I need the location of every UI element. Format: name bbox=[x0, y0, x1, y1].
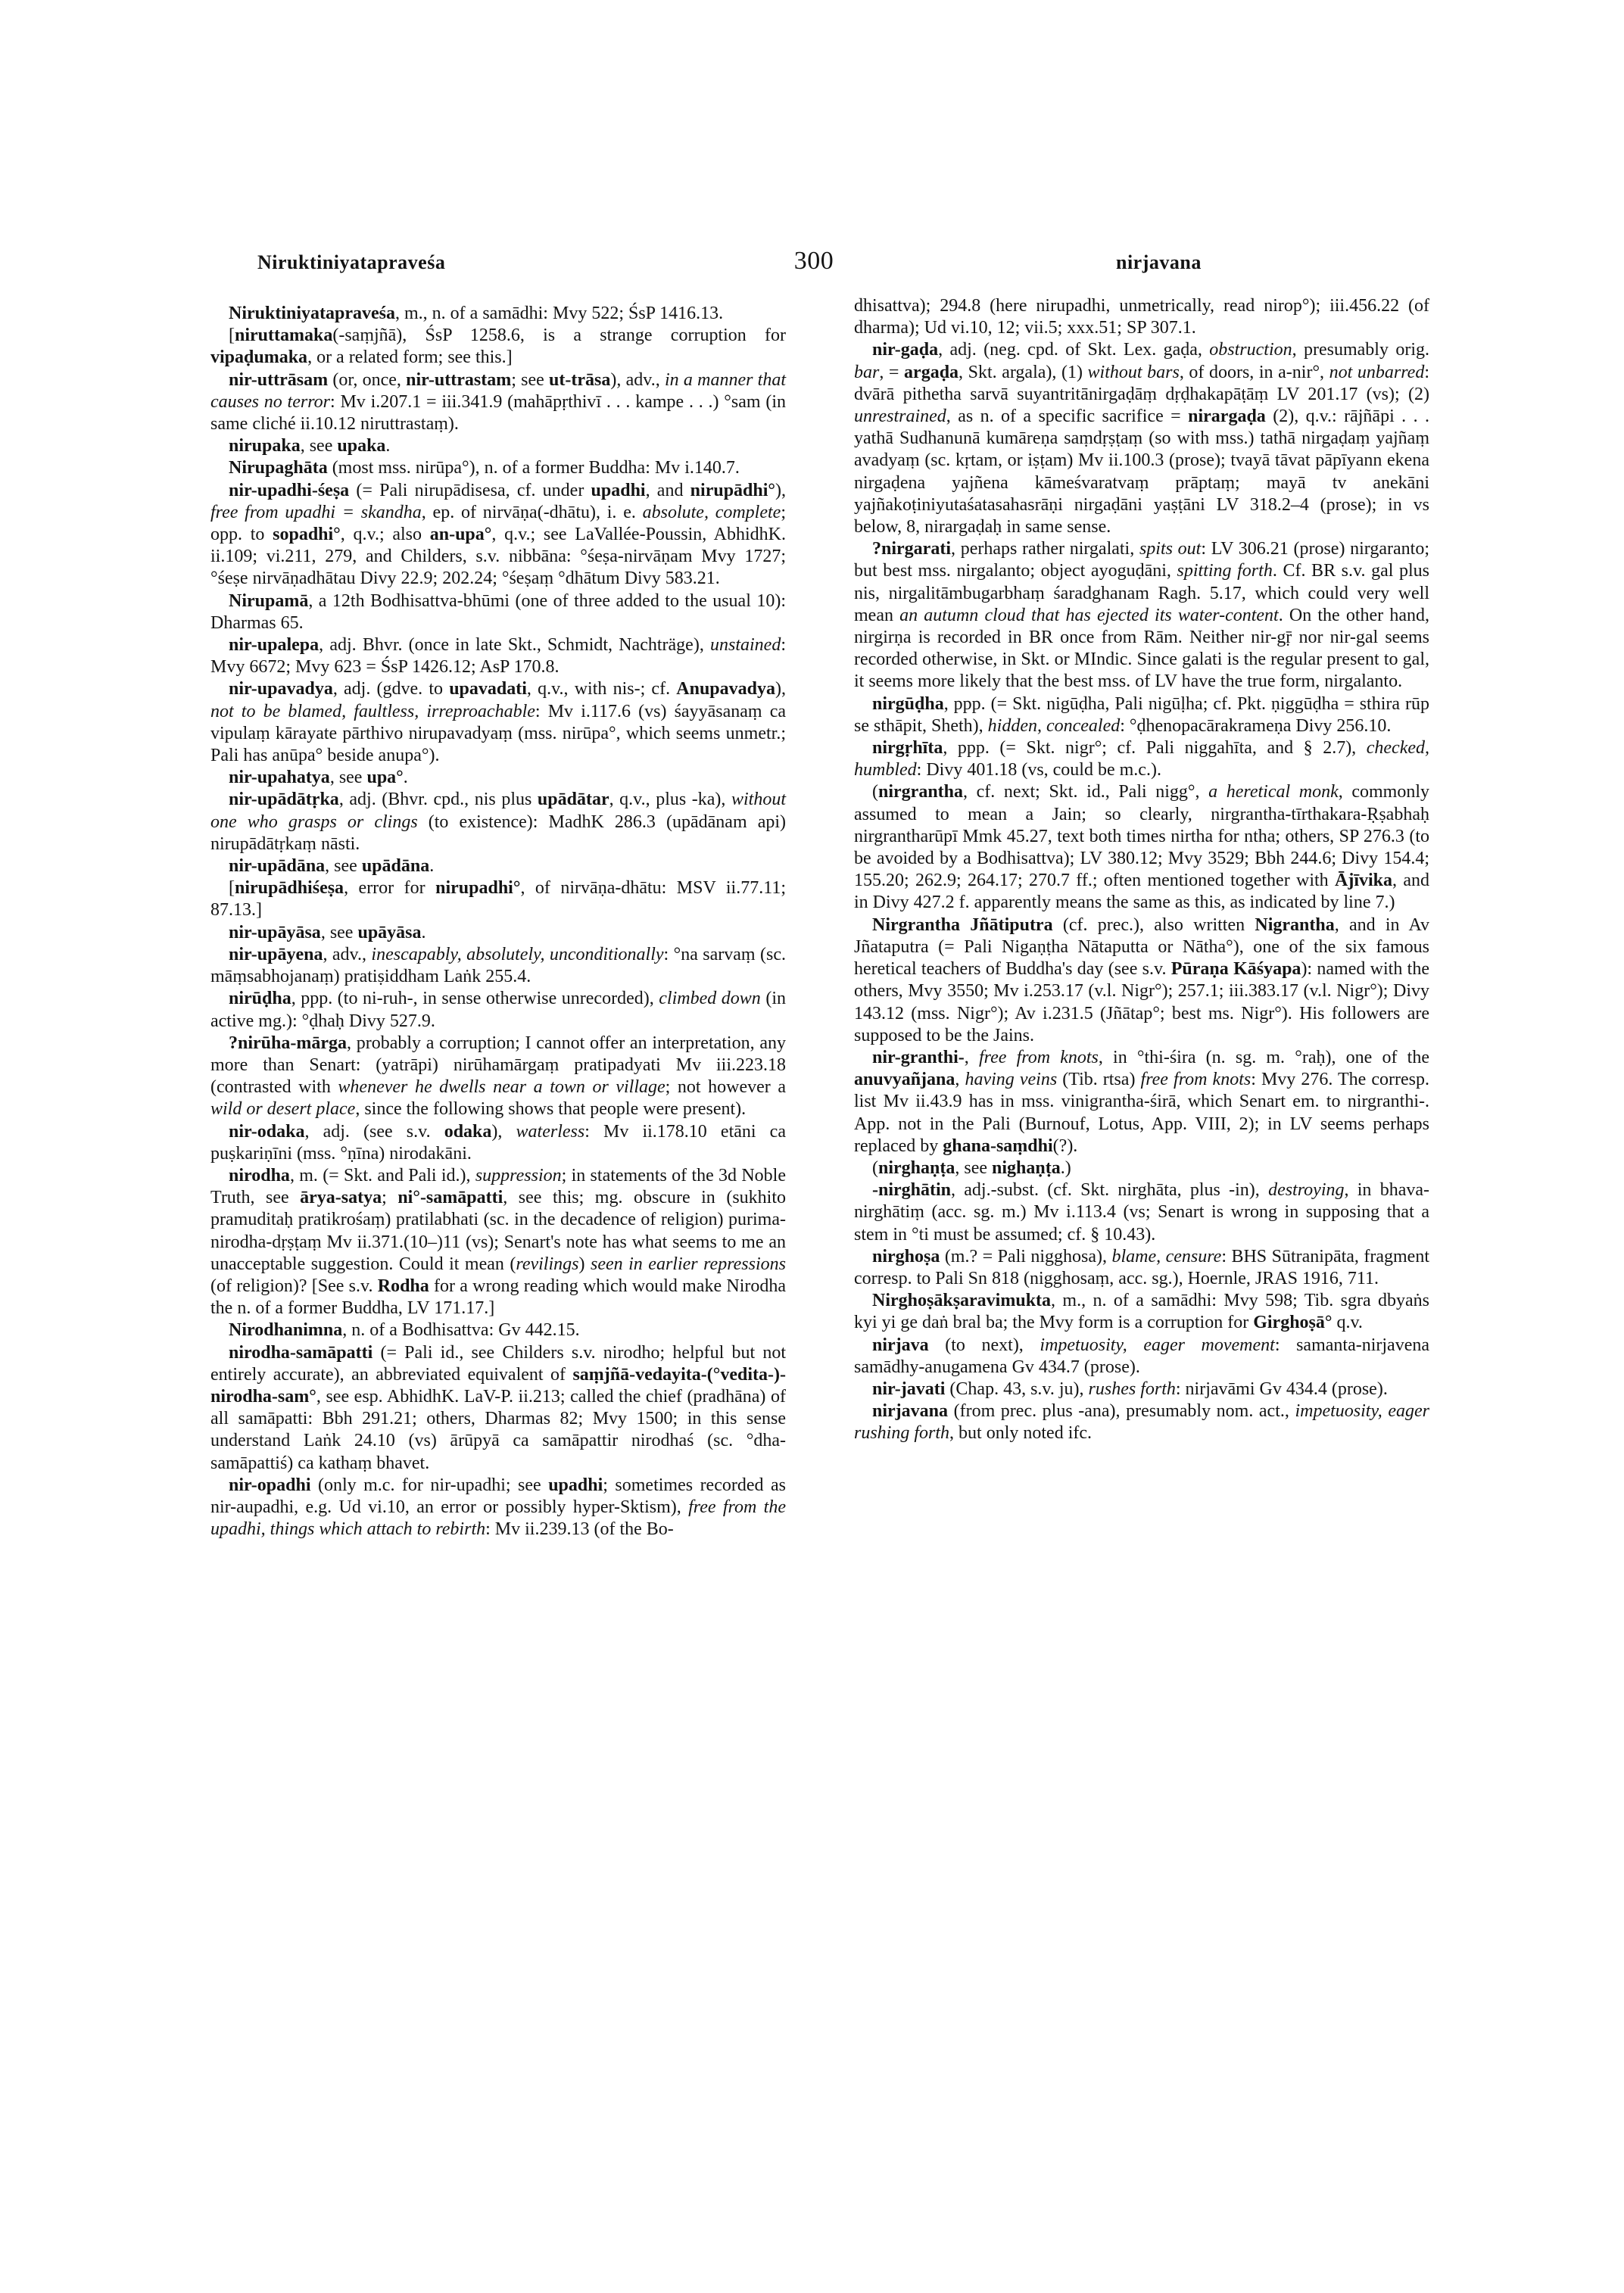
entry-text: , see bbox=[325, 856, 362, 877]
entry-text: : nirjavāmi Gv 434.4 (prose). bbox=[1175, 1379, 1388, 1399]
entry-text: (from prec. plus -ana), presumably nom. act., bbox=[948, 1401, 1295, 1422]
entry-gloss: not unbarred bbox=[1329, 362, 1425, 382]
dictionary-entry bbox=[854, 1157, 1429, 1179]
entry-headword: Niruktiniyatapraveśa bbox=[229, 304, 396, 323]
right-column bbox=[854, 295, 1429, 1445]
dictionary-entry bbox=[210, 369, 786, 436]
entry-headword: nir-upādāna bbox=[229, 856, 326, 877]
entry-text: (most mss. nirūpa°), n. of a former Buddha: Mv i.140.7. bbox=[327, 458, 740, 478]
dictionary-entry bbox=[210, 480, 786, 590]
entry-headword: nirghaṇṭa bbox=[878, 1157, 955, 1178]
entry-headword: nir-upādātṛka bbox=[229, 790, 339, 810]
entry-text: , in bhava-nirghātiṃ (acc. sg. m.) Mv i.113.4 (vs; Senart is wrong in supposing that a stem in °ti must be assumed; cf. § 10.43). bbox=[854, 1180, 1429, 1245]
entry-headword: nirgrantha bbox=[878, 782, 964, 802]
dictionary-entry bbox=[210, 789, 786, 855]
entry-gloss: unstained bbox=[710, 635, 781, 656]
entry-headword: Nirupaghāta bbox=[229, 458, 328, 478]
entry-headword: upadhi bbox=[591, 480, 646, 500]
entry-headword: Nirodhanimna bbox=[229, 1320, 343, 1341]
page-number: 300 bbox=[793, 247, 834, 275]
entry-headword: saṃjñā-vedayita-(°vedita-)-nirodha-sam° bbox=[210, 1364, 786, 1407]
entry-gloss: rushes forth bbox=[1088, 1379, 1176, 1399]
entry-headword: nirupadhi° bbox=[435, 878, 521, 899]
entry-text: , since the following shows that people were present). bbox=[355, 1099, 747, 1120]
entry-gloss: free from knots bbox=[978, 1047, 1099, 1067]
entry-text: ), bbox=[775, 480, 786, 500]
dictionary-entry bbox=[854, 339, 1429, 538]
dictionary-entry bbox=[210, 944, 786, 988]
entry-gloss: wild or desert place bbox=[210, 1099, 356, 1120]
entry-headword: Anupavadya bbox=[676, 679, 775, 699]
entry-headword: Ājīvika bbox=[1335, 871, 1393, 891]
entry-text: , in °thi-śira (n. sg. m. °raḥ), one of the bbox=[1098, 1047, 1429, 1067]
entry-text: (of religion)? [See s.v. bbox=[210, 1276, 378, 1296]
entry-text: . bbox=[429, 856, 435, 877]
entry-gloss: checked, humbled bbox=[854, 738, 1429, 780]
dictionary-entry bbox=[210, 767, 786, 789]
dictionary-entry bbox=[210, 877, 786, 921]
entry-headword: Girghoṣā° bbox=[1253, 1313, 1333, 1333]
dictionary-entry bbox=[210, 855, 786, 877]
dictionary-entry bbox=[854, 1179, 1429, 1246]
dictionary-entry bbox=[210, 457, 786, 479]
entry-text: ): named with the others, Mvy 3550; Mv i.253.17 (v.l. Nigr°); 257.1; iii.383.17 (v.l. Nigr°); Divy 143.12 (mss. Nigr°); Av i.231.5 (Jñātap°; best ms. Nigr°). His followers are supposed to be the Jains. bbox=[854, 959, 1429, 1045]
entry-text: , adj. (see s.v. bbox=[304, 1121, 444, 1142]
entry-text: : dvārā pithetha sarvā suyantritānirgaḍāṃ dṛḍhakapāṭāṃ LV 201.17 (vs); (2) bbox=[854, 362, 1429, 404]
entry-text: : Divy 401.18 (vs, could be m.c.). bbox=[916, 760, 1161, 780]
entry-text: for a wrong reading which would make Nirodha the n. of a former Buddha, LV 171.17.] bbox=[210, 1276, 787, 1319]
entry-text: , adj. (gdve. to bbox=[332, 679, 450, 699]
entry-text: (Chap. 43, s.v. ju), bbox=[945, 1379, 1089, 1399]
entry-text: ; opp. to bbox=[210, 502, 786, 545]
entry-text: , as n. of a specific sacrifice = bbox=[946, 407, 1189, 427]
entry-text: , of nirvāṇa-dhātu: MSV ii.77.11; 87.13.] bbox=[210, 878, 786, 921]
entry-headword: nir-upāyena bbox=[229, 944, 323, 964]
entry-gloss: revilings bbox=[516, 1254, 579, 1274]
entry-text: , see this; mg. obscure in (sukhito pramuditaḥ pratikrośaṃ) pratilabhati (sc. in the decadence of religion) purima-nirodha-dṛṣṭaṃ Mv ii.371.(10–)11 (vs); Senart's note has what seems to me an unacceptable suggestion. Could it mean ( bbox=[210, 1188, 786, 1274]
entry-text: (in active mg.): °ḍhaḥ Divy 527.9. bbox=[210, 989, 786, 1031]
entry-headword: nirodha-samāpatti bbox=[229, 1342, 373, 1363]
entry-text: , perhaps rather nirgalati, bbox=[950, 539, 1139, 559]
entry-headword: nir-opadhi bbox=[229, 1475, 311, 1495]
entry-gloss: blame, censure bbox=[1111, 1246, 1222, 1266]
entry-headword: nirupādhiśeṣa bbox=[235, 878, 344, 899]
entry-text: ( bbox=[872, 782, 878, 802]
entry-text: , adj. Bhvr. (once in late Skt., Schmidt, Nachträge), bbox=[319, 635, 710, 656]
entry-headword: nir-upavadya bbox=[229, 679, 333, 699]
dictionary-entry bbox=[854, 781, 1429, 914]
entry-headword: anuvyañjana bbox=[854, 1070, 955, 1090]
entry-text: , bbox=[964, 1047, 979, 1067]
entry-gloss: not to be blamed, faultless, irreproachable bbox=[210, 701, 535, 721]
entry-text: , probably a corruption; I cannot offer an interpretation, any more than Senart: (yatrāpi) nirūhamārgaṃ pratipadyati Mv iii.223.18 (contrasted with bbox=[210, 1033, 786, 1098]
entry-headword: nirgṛhīta bbox=[872, 738, 943, 759]
entry-text: .) bbox=[1060, 1157, 1071, 1178]
entry-text: . bbox=[403, 768, 408, 788]
entry-text: , ppp. (= Skt. nigūḍha, Pali nigūḷha; cf. Pkt. ṇiggūḍha = sthira rūp se sthāpit, Sheth), bbox=[854, 693, 1429, 736]
entry-headword: nirupādhi° bbox=[690, 480, 775, 500]
entry-text: , of doors, in a-nir°, bbox=[1179, 362, 1329, 382]
entry-text: . bbox=[385, 436, 391, 456]
entry-text: , adj.-subst. (cf. Skt. nirghāta, plus -in), bbox=[951, 1180, 1269, 1201]
entry-text: , q.v.; see LaVallée-Poussin, AbhidhK. ii.109; vi.211, 279, and Childers, s.v. nibbāna: °śeṣa-nirvāṇam Mvy 1727; °śeṣe nirvāṇadhātau Divy 22.9; 202.24; °śeṣaṃ °dhātum Divy 583.21. bbox=[210, 525, 786, 589]
entry-text: , but only noted ifc. bbox=[949, 1423, 1092, 1444]
entry-text: , ppp. (= Skt. nigr°; cf. Pali niggahīta, and § 2.7), bbox=[943, 738, 1367, 759]
entry-text: : Mv i.117.6 (vs) śayyāsanaṃ ca vipulaṃ kārayate pārthivo nirupavadyaṃ (mss. nirūpa°, which seems unmetr.; Pali has anūpa° beside anupa°). bbox=[210, 701, 786, 766]
dictionary-entry bbox=[210, 1033, 786, 1121]
running-head-left: Niruktiniyatapraveśa bbox=[257, 251, 446, 273]
entry-headword: nir-upalepa bbox=[229, 635, 320, 656]
entry-text: (-saṃjñā), ŚsP 1258.6, is a strange corruption for bbox=[332, 326, 786, 346]
entry-gloss: impetuosity, eager movement bbox=[1040, 1335, 1275, 1355]
entry-text: , and bbox=[645, 480, 690, 500]
entry-text: (or, once, bbox=[328, 369, 407, 390]
entry-headword: -nirghātin bbox=[872, 1180, 952, 1201]
entry-text: : Mv ii.239.13 (of the Bo- bbox=[485, 1519, 674, 1540]
entry-headword: nighaṇṭa bbox=[992, 1157, 1061, 1178]
entry-headword: ni°-samāpatti bbox=[397, 1188, 503, 1208]
dictionary-entry bbox=[210, 590, 786, 634]
dictionary-entry bbox=[854, 1047, 1429, 1157]
dictionary-entry bbox=[854, 737, 1429, 781]
entry-headword: ārya-satya bbox=[300, 1188, 382, 1208]
entry-gloss: a heretical monk bbox=[1208, 782, 1339, 802]
entry-text: [ bbox=[229, 878, 235, 899]
entry-headword: argaḍa bbox=[904, 362, 959, 382]
entry-text: . Cf. BR s.v. gal plus nis, nirgalitāmbugarbhaṃ śaradghanam Ragh. 5.17, which could very well mean bbox=[854, 561, 1430, 625]
entry-gloss: inescapably, absolutely, unconditionally bbox=[371, 944, 664, 964]
entry-gloss: free from the upadhi, things which attach to rebirth bbox=[210, 1497, 786, 1540]
entry-headword: vipaḍumaka bbox=[210, 347, 308, 368]
entry-headword: nirupaka bbox=[229, 436, 301, 456]
entry-gloss: waterless bbox=[516, 1121, 585, 1142]
entry-text: ) bbox=[578, 1254, 591, 1274]
dictionary-entry bbox=[854, 1335, 1429, 1379]
entry-text: (cf. prec.), also written bbox=[1052, 914, 1255, 935]
entry-text: , adj. (Bhvr. cpd., nis plus bbox=[338, 790, 538, 810]
entry-gloss: in a manner that causes no terror bbox=[210, 369, 787, 412]
dictionary-entry bbox=[210, 1319, 786, 1341]
entry-text: (2), q.v.: rājñāpi . . . yathā Sudhanunā kumāreṇa saṃdṛṣṭaṃ (so with mss.) tathā nirgaḍaṃ yajñaṃ avadyaṃ (sc. kṛtam, or iṣṭam) Mv ii.100.3 (prose); tvayā tāvat pāpīyann ekena nirgaḍena yajñena kāmeśvaratvaṃ prāptaṃ; mayā tv anekāni yajñakoṭiniyutaśatasahasrāṇi nirgaḍāni yaṣṭāni LV 318.2–4 (prose); in vs below, 8, nirargaḍaḥ in same sense. bbox=[854, 407, 1429, 537]
entry-headword: nir-upadhi-śeṣa bbox=[229, 480, 350, 500]
dictionary-entry bbox=[854, 1400, 1429, 1444]
entry-headword: upādātar bbox=[537, 790, 609, 810]
dictionary-entry bbox=[854, 693, 1429, 737]
entry-gloss: spits out bbox=[1139, 539, 1202, 559]
dictionary-entry bbox=[210, 1165, 786, 1319]
entry-headword: nir-javati bbox=[872, 1379, 946, 1399]
entry-headword: nirjavana bbox=[872, 1401, 949, 1422]
dictionary-entry bbox=[854, 914, 1429, 1047]
entry-text: dhisattva); 294.8 (here nirupadhi, unmetrically, read nirop°); iii.456.22 (of dharma); Ud vi.10, 12; vii.5; xxx.51; SP 307.1. bbox=[854, 296, 1429, 338]
entry-text: , ep. of nirvāṇa(-dhātu), i. e. bbox=[421, 502, 643, 522]
entry-text: (Tib. rtsa) bbox=[1057, 1070, 1141, 1090]
entry-text: , = bbox=[879, 362, 905, 382]
entry-text: : Mv i.207.1 = iii.341.9 (mahāpṛthivī . . . kampe . . .) °sam (in same cliché ii.10.12 niruttrastaṃ). bbox=[210, 391, 786, 435]
entry-text: , adj. (neg. cpd. of Skt. Lex. gaḍa, bbox=[938, 340, 1210, 360]
entry-text: , commonly assumed to mean a Jain; so clearly, nirgrantha-tīrthakara-Ṛṣabhaḥ nirgrantharūpī Mmk 45.27, text both times nirtha for ntha; others, SP 276.3 (to be avoided by a Bodhisattva); LV 380.12; Mvy 3529; Bbh 244.6; Divy 154.4; 155.20; 262.9; 264.17; 270.7 ff.; often mentioned together with bbox=[854, 782, 1430, 891]
dictionary-entry bbox=[210, 634, 786, 678]
entry-headword: Nirgrantha Jñātiputra bbox=[872, 914, 1053, 935]
dictionary-entry bbox=[210, 303, 786, 325]
dictionary-entry bbox=[854, 295, 1429, 339]
entry-text: , a 12th Bodhisattva-bhūmi (one of three added to the usual 10): Dharmas 65. bbox=[210, 590, 786, 633]
entry-gloss: suppression bbox=[475, 1165, 562, 1185]
entry-text: ; see bbox=[511, 369, 550, 390]
dictionary-entry bbox=[854, 1246, 1429, 1290]
entry-headword: upadhi bbox=[548, 1475, 603, 1495]
entry-text: , and in Divy 427.2 f. apparently means the same as this, as indicated by line 7.) bbox=[854, 871, 1429, 913]
entry-headword: Nigrantha bbox=[1255, 914, 1335, 935]
dictionary-entry bbox=[210, 988, 786, 1032]
dictionary-entry bbox=[854, 538, 1429, 693]
entry-gloss: whenever he dwells near a town or village bbox=[338, 1077, 665, 1098]
entry-headword: ?nirgarati bbox=[872, 539, 951, 559]
entry-text: , m. (= Skt. and Pali id.), bbox=[289, 1165, 475, 1185]
entry-headword: nirgūḍha bbox=[872, 693, 944, 714]
entry-headword: nir-granthi- bbox=[872, 1047, 965, 1067]
entry-text: ; sometimes recorded as nir-aupadhi, e.g. Ud vi.10, an error or possibly hyper-Sktism), bbox=[210, 1475, 786, 1517]
entry-headword: nir-uttrastam bbox=[406, 369, 512, 390]
entry-gloss: destroying bbox=[1268, 1180, 1345, 1201]
entry-headword: nirargaḍa bbox=[1188, 407, 1266, 427]
entry-gloss: free from knots bbox=[1140, 1070, 1252, 1090]
entry-headword: nirjava bbox=[872, 1335, 929, 1355]
entry-headword: Nirupamā bbox=[229, 590, 309, 611]
entry-text: ), adv., bbox=[610, 369, 665, 390]
entry-text: , and in Av Jñataputra (= Pali Nigaṇṭha Nātaputta or Nātha°), one of the six famous heretical teachers of Buddha's day (see s.v. bbox=[854, 914, 1430, 980]
entry-headword: ?nirūha-mārga bbox=[229, 1033, 347, 1053]
entry-headword: upavadati bbox=[449, 679, 527, 699]
entry-headword: nir-upahatya bbox=[229, 768, 330, 788]
entry-text: (= Pali id., see Childers s.v. nirodho; helpful but not entirely accurate), an abbreviated equivalent of bbox=[210, 1342, 786, 1385]
entry-text: : Mvy 6672; Mvy 623 = ŚsP 1426.12; AsP 170.8. bbox=[210, 635, 786, 678]
entry-gloss: spitting forth bbox=[1177, 561, 1273, 581]
entry-text: , m., n. of a samādhi: Mvy 522; ŚsP 1416.13. bbox=[395, 304, 724, 323]
entry-gloss: unrestrained bbox=[854, 407, 946, 427]
entry-text: , see bbox=[300, 436, 338, 456]
entry-text: , see bbox=[320, 922, 358, 942]
entry-text: (only m.c. for nir-upadhi; see bbox=[310, 1475, 549, 1495]
entry-headword: nir-upāyāsa bbox=[229, 922, 321, 942]
entry-text: : samanta-nirjavena samādhy-anugamena Gv 434.7 (prose). bbox=[854, 1335, 1430, 1377]
entry-text: (to next), bbox=[928, 1335, 1040, 1355]
dictionary-entry bbox=[210, 1475, 786, 1541]
entry-headword: odaka bbox=[444, 1121, 492, 1142]
entry-headword: upādāna bbox=[361, 856, 430, 877]
entry-headword: nir-uttrāsam bbox=[229, 369, 329, 390]
dictionary-entry bbox=[854, 1379, 1429, 1400]
entry-text: . bbox=[421, 922, 426, 942]
dictionary-entry bbox=[210, 435, 786, 457]
entry-headword: ut-trāsa bbox=[549, 369, 611, 390]
entry-headword: Rodha bbox=[377, 1276, 429, 1296]
dictionary-entry bbox=[210, 678, 786, 767]
entry-headword: nir-gaḍa bbox=[872, 340, 939, 360]
entry-text: ; not however a bbox=[665, 1077, 786, 1098]
entry-headword: nirghoṣa bbox=[872, 1246, 940, 1266]
entry-text: , ppp. (to ni-ruh-, in sense otherwise unrecorded), bbox=[291, 989, 659, 1009]
entry-text: : °na sarvaṃ (sc. māṃsabhojanaṃ) pratiṣiddham Laṅk 255.4. bbox=[210, 944, 786, 987]
entry-gloss: absolute, complete bbox=[642, 502, 781, 522]
dictionary-entry bbox=[210, 325, 786, 369]
running-head-right: nirjavana bbox=[1116, 251, 1202, 273]
entry-gloss: seen in earlier repressions bbox=[590, 1254, 786, 1274]
entry-headword: Pūraṇa Kāśyapa bbox=[1170, 959, 1301, 980]
dictionary-entry bbox=[210, 1342, 786, 1475]
entry-text: (?). bbox=[1052, 1136, 1078, 1156]
entry-headword: upāyāsa bbox=[357, 922, 422, 942]
entry-headword: niruttamaka bbox=[235, 326, 333, 346]
entry-text: , presumably orig. bbox=[1292, 340, 1429, 360]
entry-gloss: hidden, concealed bbox=[987, 715, 1121, 736]
dictionary-entry bbox=[210, 922, 786, 944]
entry-gloss: climbed down bbox=[659, 989, 761, 1009]
entry-headword: an-upa° bbox=[429, 525, 492, 545]
entry-text: (m.? = Pali nigghosa), bbox=[940, 1246, 1112, 1266]
entry-headword: nirūḍha bbox=[229, 989, 291, 1009]
entry-text: ; bbox=[382, 1188, 398, 1208]
entry-text: : Mv ii.178.10 etāni ca puṣkariṇīni (mss. °ṇīna) nirodakāni. bbox=[210, 1121, 786, 1164]
entry-text: , q.v., plus -ka), bbox=[609, 790, 731, 810]
entry-gloss: free from upadhi = skandha bbox=[210, 502, 422, 522]
entry-gloss: without one who grasps or clings bbox=[210, 790, 787, 832]
entry-text: , m., n. of a samādhi: Mvy 598; Tib. sgra dbyaṅs kyi yi ge daṅ bral ba; the Mvy form is a corruption for bbox=[854, 1291, 1429, 1333]
entry-text: , see bbox=[955, 1157, 993, 1178]
entry-gloss: impetuosity, eager rushing forth bbox=[854, 1401, 1429, 1444]
entry-text: ( bbox=[872, 1157, 878, 1178]
entry-text: , cf. next; Skt. id., Pali nigg°, bbox=[963, 782, 1209, 802]
entry-headword: Nirghoṣākṣaravimukta bbox=[872, 1291, 1052, 1311]
entry-text: : LV 306.21 (prose) nirgaranto; but best mss. nirgalanto; object ayoguḍāni, bbox=[854, 539, 1429, 581]
entry-gloss: having veins bbox=[965, 1070, 1058, 1090]
entry-headword: ghana-saṃdhi bbox=[943, 1136, 1053, 1156]
entry-gloss: bar bbox=[854, 362, 880, 382]
entry-text: , n. of a Bodhisattva: Gv 442.15. bbox=[342, 1320, 580, 1341]
dictionary-entry bbox=[210, 1121, 786, 1165]
entry-text: : BHS Sūtranipāta, fragment corresp. to Pali Sn 818 (nigghosaṃ, acc. sg.), Hoernle, JRAS 1916, 711. bbox=[854, 1246, 1429, 1288]
entry-text: : Mvy 276. The corresp. list Mv ii.43.9 has in mss. vinigrantha-śirā, which Senart em. to nirgranthi-. App. not in the Pali (Burnouf, Lotus, App. VIII, 2); in LV seems perhaps replaced by bbox=[854, 1070, 1430, 1156]
entry-text: . On the other hand, nirgirṇa is recorded in BR once from Rām. Neither nir-gṝ nor nir-gal seems recorded otherwise, in Skt. or MIndic. Since galati is the regular present to gal, it seems more likely that the best mss. of LV have the true form, nirgalanto. bbox=[854, 605, 1429, 692]
entry-text: , bbox=[955, 1070, 965, 1090]
entry-text: , Skt. argala), (1) bbox=[959, 362, 1088, 382]
entry-text: , q.v., with nis-; cf. bbox=[526, 679, 677, 699]
entry-text: , error for bbox=[344, 878, 436, 899]
dictionary-entry bbox=[854, 1290, 1429, 1334]
entry-headword: nirodha bbox=[229, 1165, 290, 1185]
entry-text: (= Pali nirupādisesa, cf. under bbox=[349, 480, 591, 500]
entry-gloss: an autumn cloud that has ejected its water-content bbox=[899, 605, 1279, 625]
entry-text: , see bbox=[329, 768, 367, 788]
left-column bbox=[210, 303, 786, 1541]
entry-text: ; in statements of the 3d Noble Truth, see bbox=[210, 1165, 787, 1208]
entry-headword: sopadhi° bbox=[273, 525, 341, 545]
entry-text: ), bbox=[491, 1121, 516, 1142]
entry-text: , q.v.; also bbox=[340, 525, 430, 545]
entry-gloss: without bars bbox=[1087, 362, 1180, 382]
entry-text: , or a related form; see this.] bbox=[307, 347, 513, 368]
entry-text: q.v. bbox=[1332, 1313, 1363, 1333]
entry-gloss: obstruction bbox=[1209, 340, 1292, 360]
entry-headword: upa° bbox=[366, 768, 404, 788]
entry-headword: upaka bbox=[337, 436, 386, 456]
entry-headword: nir-odaka bbox=[229, 1121, 305, 1142]
entry-text: ), bbox=[775, 679, 786, 699]
entry-text: (to existence): MadhK 286.3 (upādānam api) nirupādātṛkaṃ nāsti. bbox=[210, 812, 786, 854]
entry-text: [ bbox=[229, 326, 235, 346]
entry-text: , see esp. AbhidhK. LaV-P. ii.213; called the chief (pradhāna) of all samāpatti: Bbh 291.21; others, Dharmas 82; Mvy 1500; in this sense understand Laṅk 24.10 (vs) ārūpyā ca samāpattir nirodhaś (sc. °dha-samāpattiś) ca kathaṃ bhavet. bbox=[210, 1386, 786, 1473]
entry-text: : °ḍhenopacārakrameṇa Divy 256.10. bbox=[1120, 715, 1392, 736]
entry-text: , adv., bbox=[323, 944, 372, 964]
